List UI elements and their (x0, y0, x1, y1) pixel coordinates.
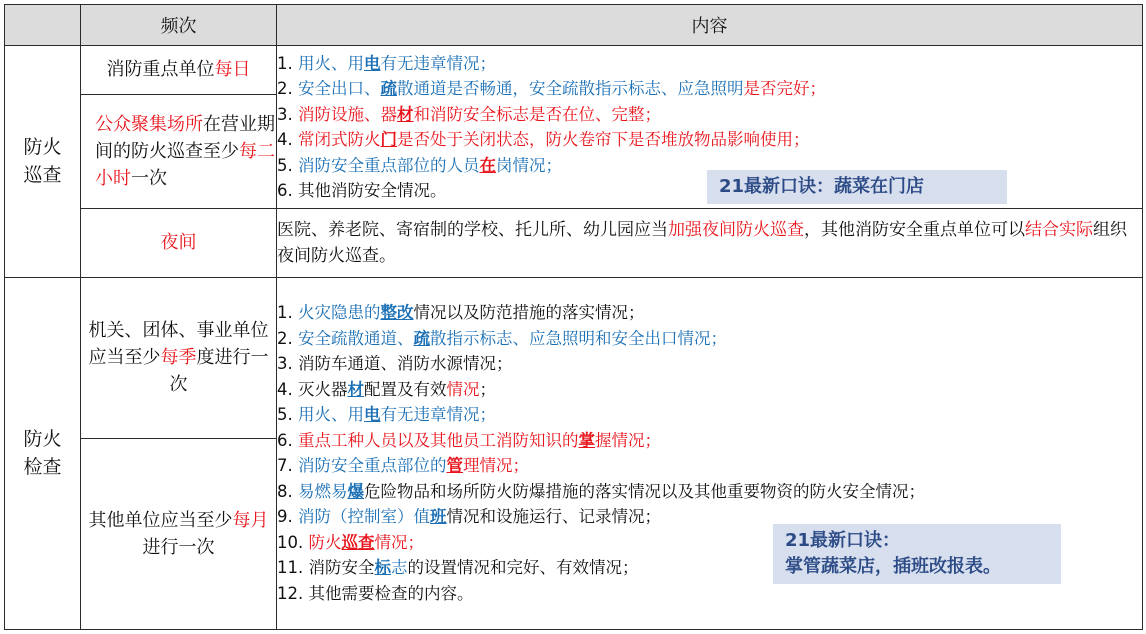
patrol-items (277, 46, 1143, 209)
patrol-item-text: 是否处于关闭状态，防火卷帘下是否堆放物品影响使用； (397, 130, 810, 150)
inspection-item-text: 其他需要检查的内容。 (308, 583, 474, 603)
inspection-item-text: 安全疏散通道、 (298, 328, 414, 348)
inspection-item-text: 消防安全 (308, 558, 375, 578)
inspection-items (277, 277, 1143, 629)
inspection-item-text: 散指示标志、应急照明和安全出口情况； (430, 328, 727, 348)
inspection-item (277, 453, 1142, 479)
inspection-row-1 (5, 277, 1143, 438)
header-frequency: 频次 (81, 5, 277, 46)
inspection-item-text: 管 (446, 456, 463, 476)
inspection-mnemonic: 21最新口诀： 掌管蔬菜店，插班改报表。 (773, 524, 1061, 584)
patrol-item-text: 消防设施、器 (298, 104, 397, 124)
header-row (5, 5, 1143, 46)
inspection-item-number: 9. (277, 507, 298, 527)
inspection-item-text: 灭火器 (298, 379, 348, 399)
patrol-row-1 (5, 46, 1143, 94)
inspection-unit-other: 其他单位应当至少每月进行一次 (81, 438, 277, 629)
inspection-item-number: 3. (277, 354, 298, 374)
inspection-item-text: 握情况； (595, 430, 661, 450)
inspection-item-text: 整改 (380, 303, 414, 323)
inspection-item-text: 消防（控制室）值 (298, 507, 430, 527)
inspection-item-text: 班 (430, 507, 447, 527)
patrol-item-text: 疏 (380, 79, 397, 99)
inspection-item (277, 300, 1142, 326)
patrol-item-text: 消防安全重点部位的人员 (298, 155, 480, 175)
inspection-item (277, 351, 1142, 377)
inspection-item-number: 11. (277, 558, 309, 578)
patrol-item (277, 127, 1142, 153)
inspection-item-number: 7. (277, 456, 298, 476)
patrol-item-text: 在 (479, 155, 496, 175)
inspection-item-text: 巡查 (341, 532, 375, 552)
patrol-item-number: 3. (277, 104, 298, 124)
inspection-item-text: 疏 (413, 328, 430, 348)
inspection-item-text: 消防车通道、消防水源情况； (298, 354, 513, 374)
inspection-category: 防火 检查 (5, 277, 81, 629)
inspection-item-number: 8. (277, 481, 298, 501)
inspection-item-number: 10. (277, 532, 309, 552)
patrol-unit-public: 公众聚集场所在营业期间的防火巡查至少每二小时一次 (81, 94, 277, 209)
inspection-item-text: 情况和设施运行、记录情况； (446, 507, 661, 527)
patrol-item-text: 门 (380, 130, 397, 150)
patrol-row-3 (5, 209, 1143, 277)
patrol-unit-night: 夜间 (81, 209, 277, 277)
patrol-item-text: 用火、用 (298, 53, 364, 73)
header-blank (5, 5, 81, 46)
patrol-item (277, 76, 1142, 102)
inspection-item-text: 防火 (308, 532, 342, 552)
inspection-item (277, 581, 1142, 607)
patrol-item-text: 散通道是否畅通，安全疏散指示标志、应急照明 (397, 79, 744, 99)
inspection-item-text: 配置及有效 (364, 379, 447, 399)
patrol-item-text: 岗情况； (496, 155, 562, 175)
inspection-item-number: 12. (277, 583, 309, 603)
patrol-item-number: 1. (277, 53, 298, 73)
patrol-item-number: 5. (277, 155, 298, 175)
patrol-item-number: 2. (277, 79, 298, 99)
inspection-item-text: 电 (364, 405, 381, 425)
patrol-item-text: 和消防安全标志是否在位、完整； (413, 104, 661, 124)
patrol-night-text: 医院、养老院、寄宿制的学校、托儿所、幼儿园应当加强夜间防火巡查，其他消防安全重点单位可以结合实际组织夜间防火巡查。 (277, 209, 1143, 277)
inspection-item-text: 情况 (446, 379, 480, 399)
inspection-item-text: ； (479, 379, 496, 399)
inspection-item-number: 5. (277, 405, 298, 425)
inspection-item (277, 377, 1142, 403)
patrol-item (277, 102, 1142, 128)
inspection-item-text: 消防安全重点部位的 (298, 456, 447, 476)
patrol-item-text: 电 (364, 53, 381, 73)
inspection-item-text: 用火、用 (298, 405, 364, 425)
patrol-item-text: 常闭式防火 (298, 130, 381, 150)
inspection-item-text: 的设置情况和完好、有效情况； (407, 558, 639, 578)
patrol-item-number: 4. (277, 130, 298, 150)
inspection-item-text: 材 (347, 379, 364, 399)
inspection-item (277, 479, 1142, 505)
patrol-item-text: 是否完好； (743, 79, 826, 99)
patrol-item-text: 其他消防安全情况。 (298, 181, 447, 201)
inspection-item-number: 4. (277, 379, 298, 399)
inspection-item-text: 危险物品和场所防火防爆措施的落实情况以及其他重要物资的防火安全情况； (364, 481, 925, 501)
inspection-unit-gov: 机关、团体、事业单位应当至少每季度进行一次 (81, 277, 277, 438)
inspection-item-text: 标 (374, 558, 391, 578)
fire-safety-table (4, 4, 1143, 630)
patrol-item-number: 6. (277, 181, 298, 201)
header-content: 内容 (277, 5, 1143, 46)
inspection-item (277, 402, 1142, 428)
inspection-item-text: 理情况； (463, 456, 529, 476)
inspection-item-text: 情况以及防范措施的落实情况； (413, 303, 645, 323)
inspection-item-text: 情况； (374, 532, 424, 552)
inspection-item-number: 2. (277, 328, 298, 348)
patrol-item-text: 有无违章情况； (380, 53, 496, 73)
inspection-item-text: 志 (391, 558, 408, 578)
inspection-item-text: 爆 (347, 481, 364, 501)
inspection-item-text: 有无违章情况； (380, 405, 496, 425)
inspection-item-text: 易燃易 (298, 481, 348, 501)
patrol-item-text: 安全出口、 (298, 79, 381, 99)
patrol-item-text: 材 (397, 104, 414, 124)
inspection-item-text: 火灾隐患的 (298, 303, 381, 323)
inspection-item-text: 重点工种人员以及其他员工消防知识的 (298, 430, 579, 450)
inspection-item-number: 6. (277, 430, 298, 450)
inspection-item (277, 326, 1142, 352)
patrol-category: 防火 巡查 (5, 46, 81, 277)
patrol-mnemonic: 21最新口诀：蔬菜在门店 (707, 170, 1007, 204)
patrol-unit-key: 消防重点单位每日 (81, 46, 277, 94)
inspection-item-text: 掌 (578, 430, 595, 450)
patrol-item (277, 51, 1142, 77)
inspection-item-number: 1. (277, 303, 298, 323)
inspection-item (277, 428, 1142, 454)
